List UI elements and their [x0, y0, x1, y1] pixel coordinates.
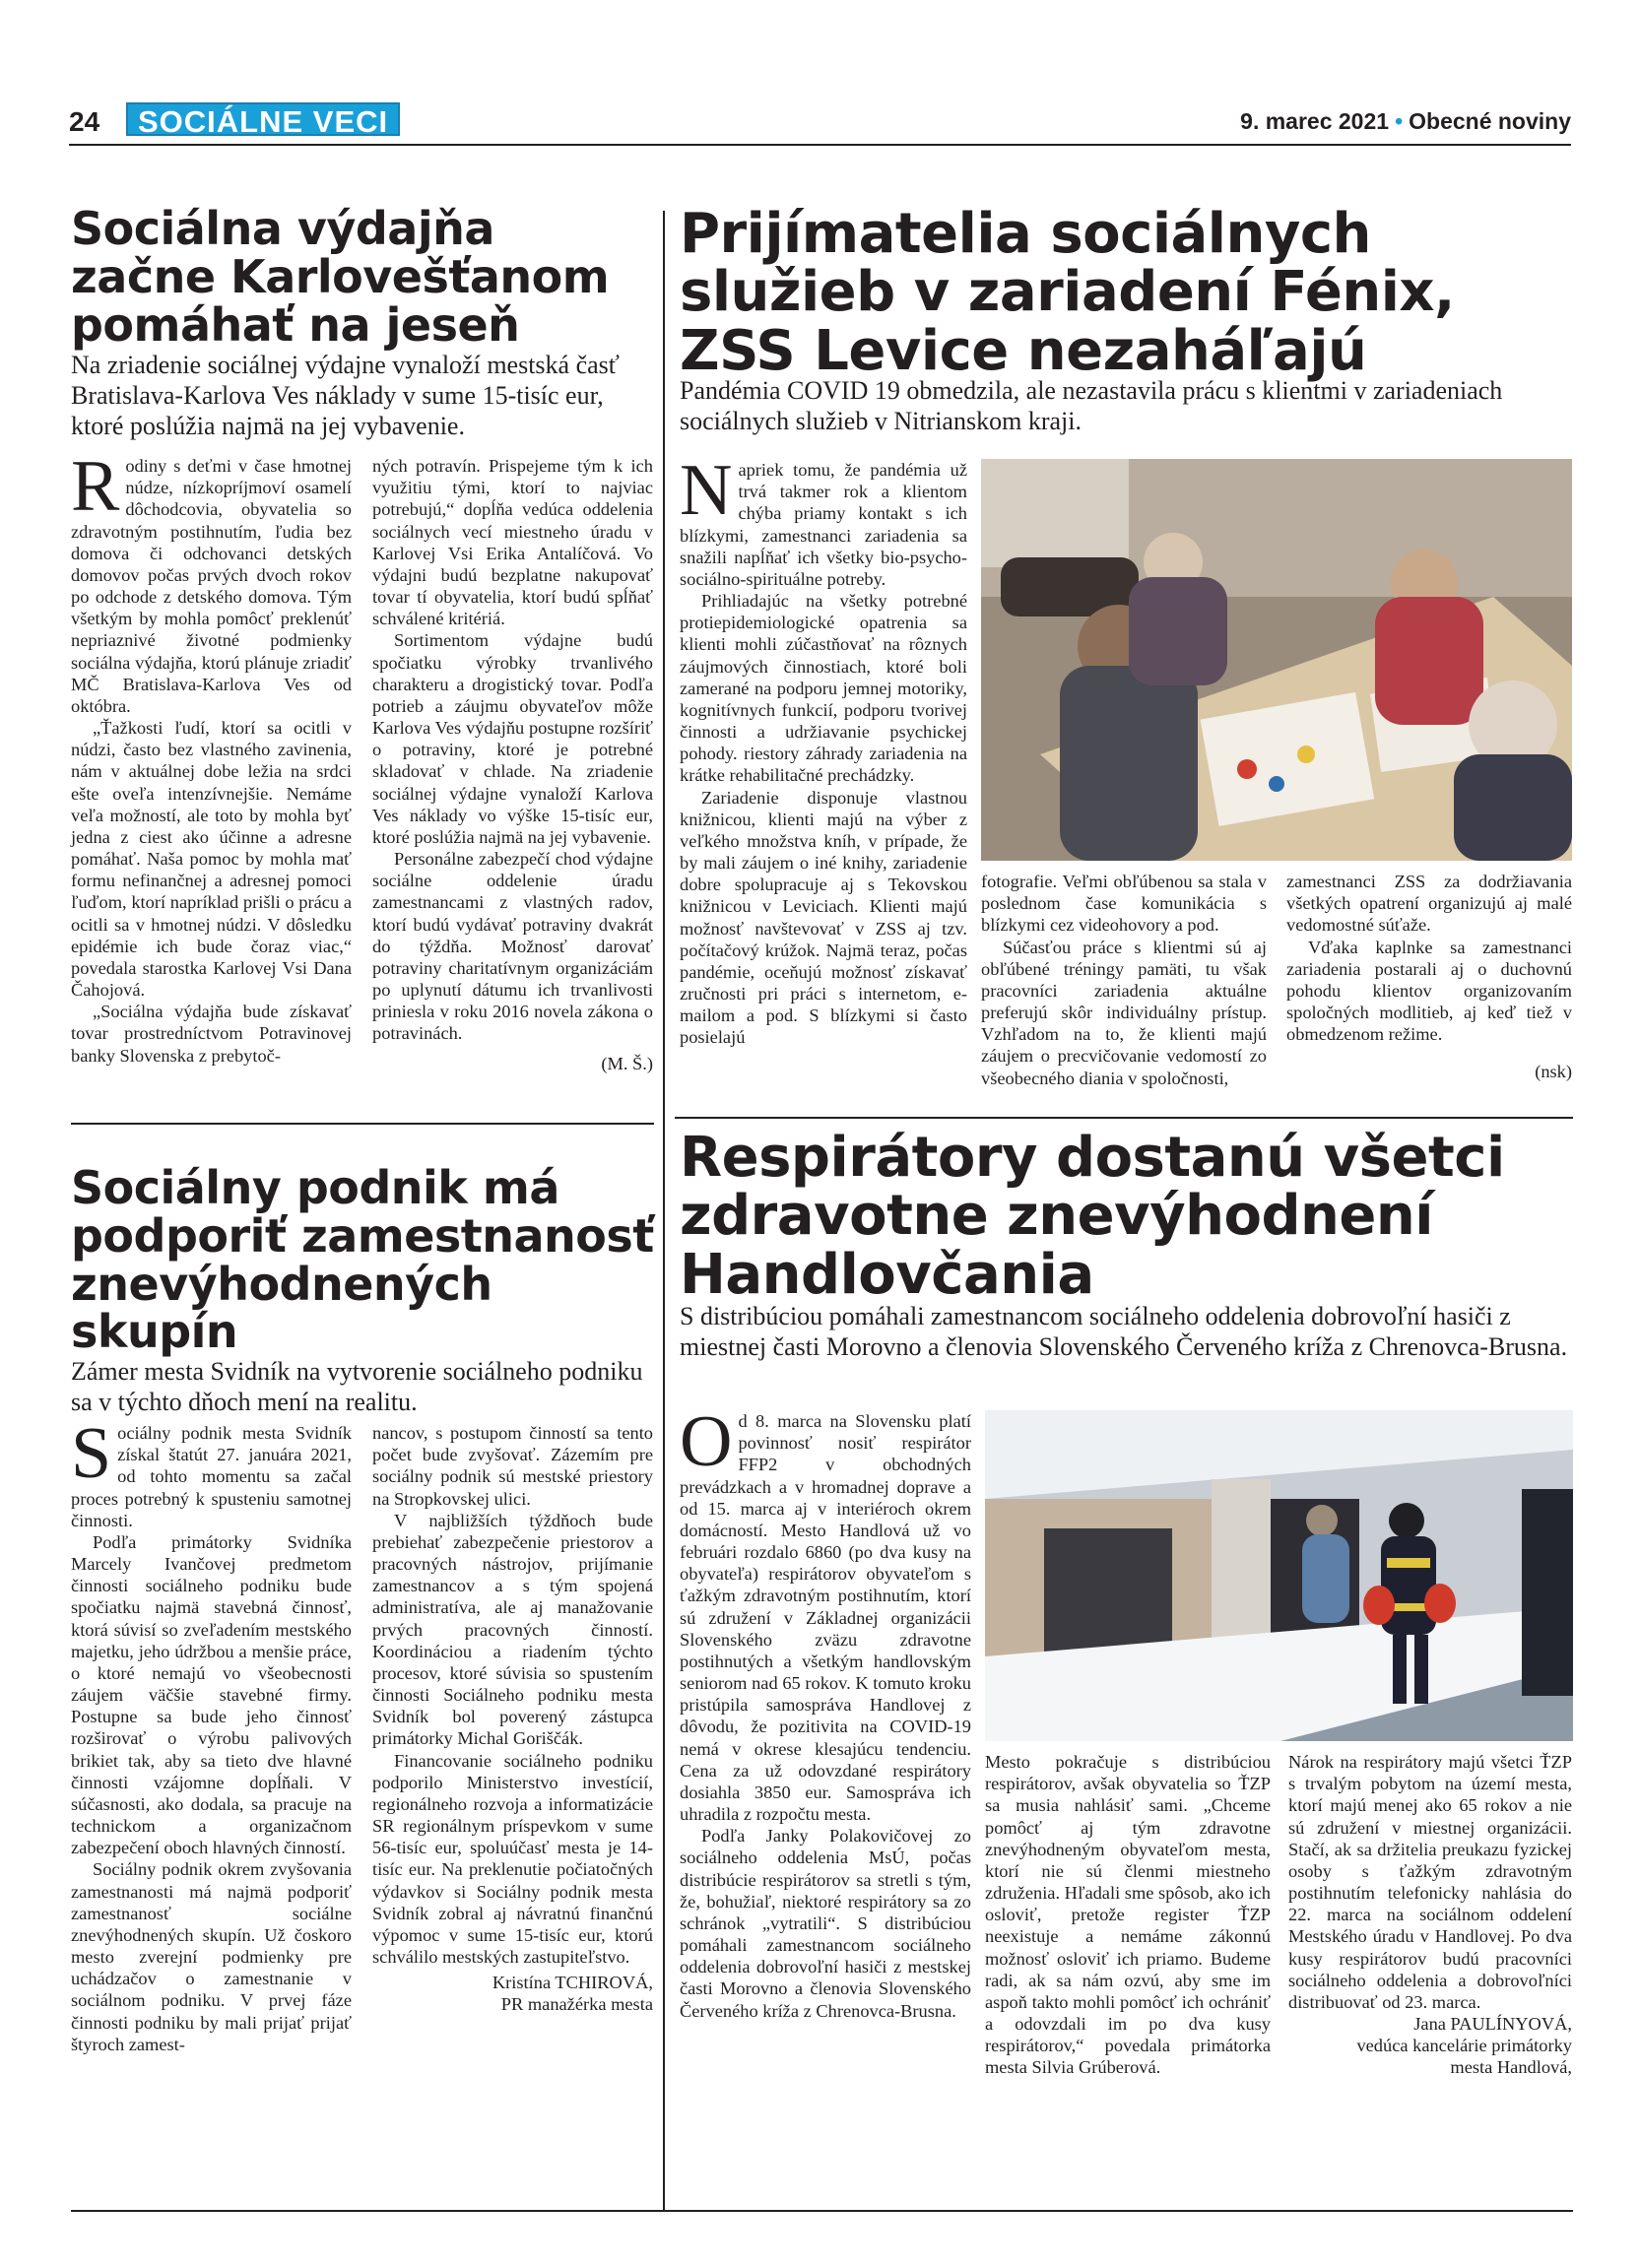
article-signature-name: Jana PAULÍNYOVÁ, — [1413, 2014, 1572, 2035]
drop-cap: S — [71, 1413, 112, 1494]
article-column-2: fotografie. Veľmi obľúbenou sa stala v poslednom čase komunikácia s blízkymi cez videohovory a pod. Súčasťou práce s klientmi sú aj obľúbené tréningy pamäti, tu však pracovníci zariadenia aktuálne preferujú skôr individuálny prístup. Vzhľadom na to, že klienti majú záujem o precvičovanie vedomostí zo všeobecného diania v spoločnosti, — [981, 872, 1267, 1088]
drop-cap: O — [680, 1401, 733, 1482]
masthead-date-publication — [1240, 108, 1571, 135]
article-column-1: Od 8. marca na Slovensku platí povinnosť nosiť respirátor FFP2 v obchodných prevádzkach a v hromadnej doprave a od 15. marca aj v interiéroch okrem domácností. Mesto Handlová už vo februári rozdalo 6860 (po dva kusy na obyvateľa) respirátorov obyvateľom s ťažkým zdravotným postihnutím, ktorí sú združení v Základnej organizácii Slovenského zväzu zdravotne postihnutých a všetkým handlovským seniorom nad 65 rokov. K tomuto kroku pristúpila samospráva Handlovej z dôvodu, že pozitivita na COVID-19 nemá v okrese klesajúcu tendenciu. Cena za už odovzdané respirátory dosiahla 3850 eur. Samospráva ich uhradila z rozpočtu mesta. Podľa Janky Polakovičovej zo sociálneho oddelenia MsÚ, počas distribúcie respirátorov sa stretli s tým, že, bohužiaľ, niektoré respirátory sa zo schránok „vytratili“. S distribúciou pomáhali zamestnancom sociálneho oddelenia dobrovoľní hasiči z mestskej časti Morovno a členovia Slovenského Červeného kríža z Chrenovca-Brusna. — [680, 1401, 971, 2021]
article-signature: (M. Š.) — [601, 1053, 653, 1073]
article-column-2: Mesto pokračuje s distribúciou respirátorov, avšak obyvatelia so ŤZP sa musia nahlásiť sami. „Chceme pomôcť aj tým zdravotne znevýhodneným obyvateľom mesta, ktorí nie sú členmi miestneho združenia. Hľadali sme spôsob, ako ich osloviť, pretože register ŤZP neexistuje a nemáme zákonnú možnosť osloviť ich priamo. Budeme radi, ak sa nám ozvú, aby sme im aspoň takto mohli pomôcť ich ochrániť a odovzdali im po dva kusy respirátorov,“ povedala primátorka mesta Silvia Grúberová. — [985, 1752, 1271, 2078]
publication-name: Obecné noviny — [1409, 108, 1571, 134]
article-column-1: Sociálny podnik mesta Svidník získal štatút 27. januára 2021, od tohto momentu sa začal proces potrebný k spusteniu samotnej činnosti. Podľa primátorky Svidníka Marcely Ivančovej predmetom činnosti sociálneho podniku bude spočiatku najmä stavebná činnosť, ktorá súvisí so zveľadením mestského majetku, jeho údržbou a menšie práce, o ktoré nemajú vo všeobecnosti záujem väčšie stavebné firmy. Postupne sa bude jeho činnosť rozširovať o výrobu palivových brikiet tak, aby sa tieto dve hlavné činnosti vzájomne dopĺňali. V súčasnosti, ako dodala, sa pracuje na technickom a organizačnom zabezpečení oboch hlavných činností. Sociálny podnik okrem zvyšovania zamestnanosti má najmä podporiť zamestnanosť sociálne znevýhodnených skupín. Už čoskoro mesto zverejní podmienky pre uchádzačov o zamestnanie v sociálnom podniku. V prvej fáze činnosti podniku by mali prijať prijať štyroch zamest- — [71, 1413, 352, 2054]
article-signature-role: vedúca kancelárie primátorky — [1356, 2036, 1572, 2056]
article-signature-role: mesta Handlová, — [1450, 2057, 1572, 2078]
article-column-2: nancov, s postupom činností sa tento počet bude zvyšovať. Zázemím pre sociálny podnik sú mestské priestory na Stropkovskej ulici. V najbližších týždňoch bude prebiehať zabezpečenie priestorov a pracovných nástrojov, prijímanie zamestnancov a s tým spojená administratíva, ale aj manažovanie prvých pracovných činností. Koordináciou a riadením týchto procesov, ktoré súvisia so spustením činnosti Sociálneho podniku mesta Svidník bol poverený zástupca primátorky Michal Goriščák. Financovanie sociálneho podniku podporilo Ministerstvo investícií, regionálneho rozvoja a informatizácie SR regionálnym príspevkom v sume 56-tisíc eur, spoluúčasť mesta je 14-tisíc eur. Na preklenutie počiatočných výdavkov si Sociálny podnik mesta Svidník zobral aj návratnú finančnú výpomoc v sume 15-tisíc eur, ktorú schválilo mestských zastupiteľstvo. Kristína TCHIROVÁ, PR manažérka mesta — [372, 1423, 653, 2015]
article-signature: (nsk) — [1535, 1062, 1572, 1082]
drop-cap: N — [680, 450, 733, 531]
article-column-3: Nárok na respirátory majú všetci ŤZP s trvalým pobytom na území mesta, ktorí majú menej ako 65 rokov a nie sú združení v miestnej organizácii. Stačí, ak sa držitelia preukazu fyzickej osoby s ťažkým zdravotným postihnutím telefonicky nahlásia do 22. marca na sociálnom oddelení Mestského úradu v Handlovej. Po dva kusy respirátorov budú pracovníci sociálneho oddelenia a dobrovoľníci distribuovať od 23. marca. Jana PAULÍNYOVÁ, vedúca kancelárie primátorky mesta Handlová, — [1288, 1752, 1572, 2078]
photo-illustration — [985, 1410, 1573, 1741]
article-title: Respirátory dostanú všetci zdravotne znevýhodnení Handlovčania — [680, 1126, 1505, 1307]
column-separator — [663, 211, 665, 2210]
drop-cap: R — [71, 446, 120, 527]
article-column-2: ných potravín. Prispejeme tým k ich využitiu tými, ktorí to najviac potrebujú,“ dopĺňa vedúca oddelenia sociálnych vecí miestneho úradu v Karlovej Vsi Erika Antalíčová. Vo výdajni budú bezplatne nakupovať tovar tí obyvatelia, ktorí budú spĺňať schválené kritériá. Sortimentom výdajne budú spočiatku výrobky trvanlivého charakteru a drogistický tovar. Podľa potrieb a záujmu obyvateľov môže Karlova Ves výdajňu postupne rozšíriť o potraviny, ktoré je potrebné skladovať v chlade. Na zriadenie sociálnej výdajne vynaloží Karlova Ves náklady vo výške 15-tisíc eur, ktoré poslúžia najmä na jej vybavenie. Personálne zabezpečí chod výdajne sociálne oddelenie úradu zamestnancami z vlastných radov, ktorí budú vydávať potraviny dvakrát do týždňa. Možnosť darovať potraviny charitatívnym organizáciám po uplynutí dátumu ich trvanlivosti priniesla v roku 2016 novela zákona o potravinách. (M. Š.) — [372, 456, 653, 1073]
photo-seniors-crafting — [981, 459, 1572, 861]
article-lead: S distribúciou pomáhali zamestnancom sociálneho oddelenia dobrovoľní hasiči z miestnej časti Morovno a členovia Slovenského Červeného kríža z Chrenovca-Brusna. — [680, 1302, 1568, 1361]
article-title: Prijímatelia sociálnych služieb v zariadení Fénix, ZSS Levice nezaháľajú — [680, 202, 1455, 383]
article-lead: Zámer mesta Svidník na vytvorenie sociálneho podniku sa v týchto dňoch mení na realitu. — [71, 1357, 643, 1416]
article-signature-name: Kristína TCHIROVÁ, — [492, 1973, 653, 1993]
article-title: Sociálna výdajňa začne Karlovešťanom pomáhať na jeseň — [71, 202, 610, 352]
article-column-1: Rodiny s deťmi v čase hmotnej núdze, nízkopríjmoví osamelí dôchodcovia, obyvatelia so zdravotným postihnutím, ľudia bez domova či odchovanci detských domovov počas prvých dvoch rokov po odchode z detského domova. Tým všetkým by mohla pomôcť preklenúť nepriaznivé životné podmienky sociálna výdajňa, ktorú plánuje zriadiť MČ Bratislava-Karlova Ves od októbra. „Ťažkosti ľudí, ktorí sa ocitli v núdzi, často bez vlastného zavinenia, nám v aktuálnej dobe ležia na srdci ešte oveľa intenzívnejšie. Nemáme veľa možností, ale toto by mohla byť jedna z ciest ako účinne a adresne pomáhať. Naša pomoc by mohla mať formu nefinančnej a adresnej pomoci ľuďom, ktorí napríklad prišli o prácu a ocitli sa v hmotnej núdzi. V dôsledku epidémie ich bude čoraz viac,“ povedala starostka Karlovej Vsi Dana Čahojová. „Sociálna výdajňa bude získavať tovar prostredníctvom Potravinovej banky Slovenska z prebytoč- — [71, 446, 352, 1066]
article-rule — [675, 1117, 1573, 1119]
article-column-1: Napriek tomu, že pandémia už trvá takmer rok a klientom chýba priamy kontakt s ich blízkymi, zamestnanci zariadenia sa snažili napĺňať ich všetky bio-psycho-sociálno-spirituálne potreby. Prihliadajúc na všetky potrebné protiepidemiologické opatrenia sa klienti mohli zúčastňovať na rôznych záujmových činnostiach, ktoré boli zamerané na podporu jemnej motoriky, kognitívnych funkcií, podporu tvorivej činnosti a udržiavanie psychickej pohody. riestory záhrady zariadenia na krátke rehabilitačné prechádzky. Zariadenie disponuje vlastnou knižnicou, klienti majú na výber z veľkého množstva kníh, v prípade, že by mali záujem o iné knihy, zariadenie dobre spolupracuje aj s Tekovskou knižnicou v Leviciach. Klienti majú možnosť navštevovať v ZSS aj tzv. počítačový krúžok. Najmä teraz, počas pandémie, oceňujú možnosť získavať zručnosti pri práci s internetom, e-mailom a pod. S blízkymi si často posielajú — [680, 450, 967, 1048]
article-fenix — [680, 202, 1571, 383]
photo-illustration — [981, 459, 1572, 861]
article-lead: Pandémia COVID 19 obmedzila, ale nezastavila prácu s klientmi v zariadeniach sociálnych služieb v Nitrianskom kraji. — [680, 376, 1503, 435]
article-social-pantry — [71, 202, 652, 352]
article-rule — [71, 1123, 654, 1125]
page-number: 24 — [69, 106, 100, 137]
bullet-icon: • — [1395, 108, 1404, 134]
photo-firefighters-distribution — [985, 1410, 1573, 1741]
section-label: SOCIÁLNE VECI — [126, 102, 400, 136]
page-bottom-rule — [71, 2210, 1573, 2212]
article-title: Sociálny podnik má podporiť zamestnanosť znevýhodnených skupín — [71, 1161, 654, 1359]
article-respirators — [680, 1126, 1571, 1307]
article-column-3: zamestnanci ZSS za dodržiavania všetkých opatrení organizujú aj malé vedomostné súťaže. Vďaka kaplnke sa zamestnanci zariadenia postarali aj o duchovnú pohodu klientov organizovaním spoločných modlitieb, aj keď tiež v obmedzenom režime. (nsk) — [1286, 872, 1572, 1082]
issue-date: 9. marec 2021 — [1240, 108, 1390, 134]
article-lead: Na zriadenie sociálnej výdajne vynaloží mestská časť Bratislava-Karlova Ves náklady v sume 15-tisíc eur, ktoré poslúžia najmä na jej vybavenie. — [71, 351, 620, 440]
article-social-enterprise — [71, 1161, 654, 1359]
article-signature-role: PR manažérka mesta — [500, 1994, 653, 2015]
masthead-rule — [69, 144, 1571, 146]
